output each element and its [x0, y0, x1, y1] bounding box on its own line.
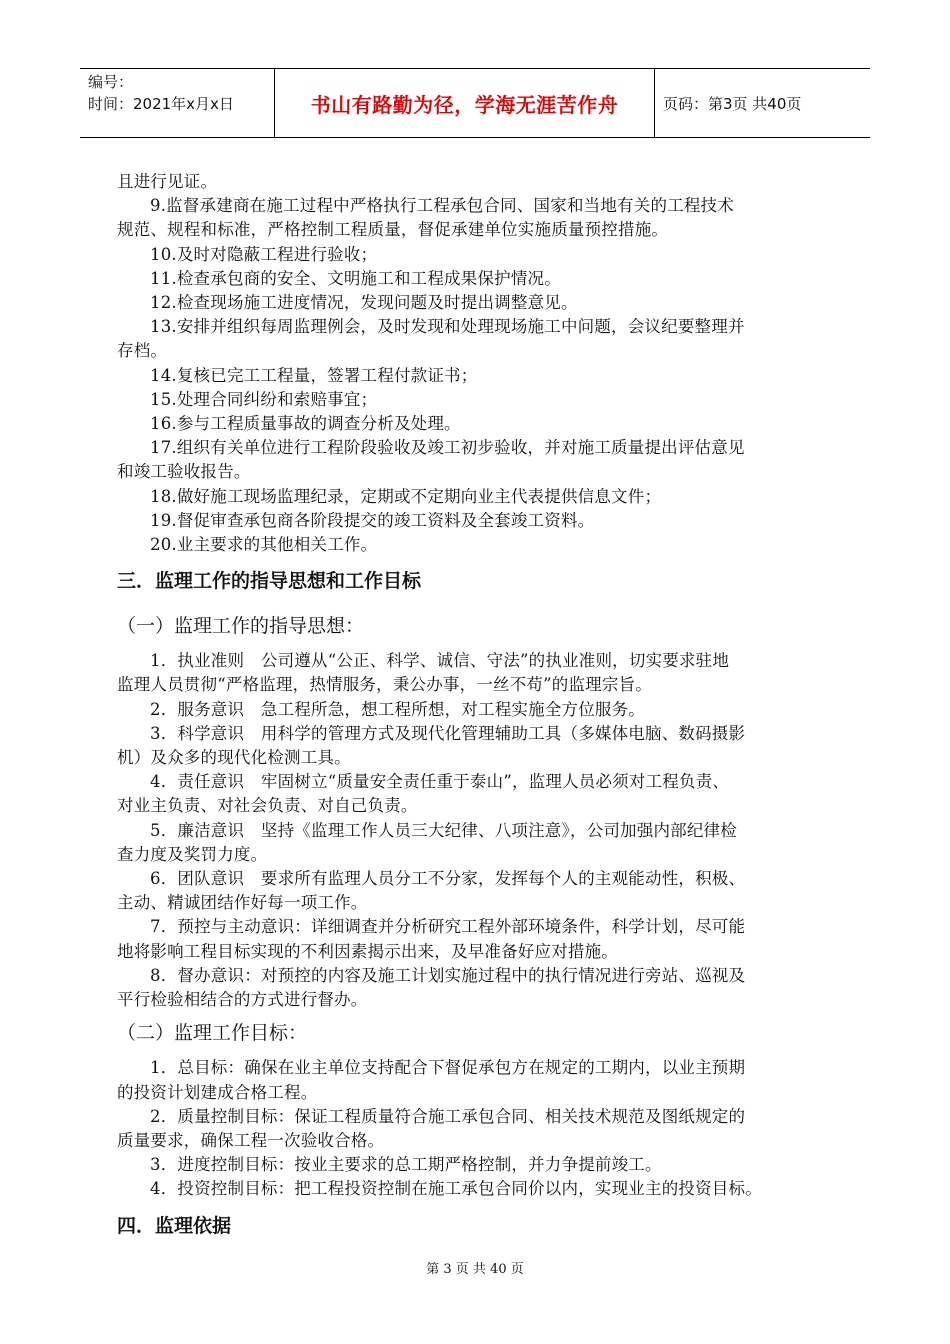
body-line: 5．廉洁意识 坚持《监理工作人员三大纪律、八项注意》，公司加强内部纪律检: [150, 820, 737, 840]
body-line: 地将影响工程目标实现的不利因素揭示出来，及早准备好应对措施。: [117, 941, 618, 961]
section-heading-4: 四．监理依据: [117, 1214, 232, 1237]
section-heading-3: 三．监理工作的指导思想和工作目标: [117, 570, 422, 593]
subsection-heading-1: （一）监理工作的指导思想：: [117, 615, 365, 638]
body-line: 7．预控与主动意识：详细调查并分析研究工程外部环境条件，科学计划，尽可能: [150, 917, 746, 937]
body-line: 18.做好施工现场监理纪录，定期或不定期向业主代表提供信息文件；: [150, 486, 662, 506]
body-line: 监理人员贯彻“严格监理，热情服务，秉公办事，一丝不苟”的监理宗旨。: [117, 675, 652, 695]
body-line: 15.处理合同纠纷和索赔事宜；: [150, 389, 378, 409]
body-line: 主动、精诚团结作好每一项工作。: [117, 893, 368, 913]
body-line: 12.检查现场施工进度情况，发现问题及时提出调整意见。: [150, 293, 578, 313]
body-line: 10.及时对隐蔽工程进行验收；: [150, 244, 378, 264]
body-line: 规范、规程和标准，严格控制工程质量，督促承建单位实施质量预控措施。: [117, 220, 669, 240]
header-motto: 书山有路勤为径，学海无涯苦作舟: [275, 69, 655, 137]
body-line: 17.组织有关单位进行工程阶段验收及竣工初步验收，并对施工质量提出评估意见: [150, 438, 745, 458]
body-line: 3．进度控制目标：按业主要求的总工期严格控制，并力争提前竣工。: [150, 1155, 662, 1175]
body-line: 2．质量控制目标：保证工程质量符合施工承包合同、相关技术规范及图纸规定的: [150, 1106, 746, 1126]
body-line: 对业主负责、对社会负责、对自己负责。: [117, 796, 418, 816]
body-line: 1．总目标：确保在业主单位支持配合下督促承包方在规定的工期内，以业主预期: [150, 1058, 746, 1078]
body-line: 机）及众多的现代化检测工具。: [117, 748, 351, 768]
body-line: 20.业主要求的其他相关工作。: [150, 535, 378, 555]
body-line: 和竣工验收报告。: [117, 462, 251, 482]
body-line: 8．督办意识：对预控的内容及施工计划实施过程中的执行情况进行旁站、巡视及: [150, 965, 746, 985]
body-line: 3．科学意识 用科学的管理方式及现代化管理辅助工具（多媒体电脑、数码摄影: [150, 723, 746, 743]
body-line: 平行检验相结合的方式进行督办。: [117, 990, 368, 1010]
body-line: 且进行见证。: [117, 172, 218, 191]
page-footer: 第 3 页 共 40 页: [426, 1262, 524, 1277]
body-line: 13.安排并组织每周监理例会，及时发现和处理现场施工中问题，会议纪要整理并: [150, 317, 745, 337]
body-line: 6．团队意识 要求所有监理人员分工不分家，发挥每个人的主观能动性，积极、: [150, 869, 746, 889]
body-line: 16.参与工程质量事故的调查分析及处理。: [150, 414, 461, 434]
body-line: 存档。: [117, 341, 168, 361]
body-line: 14.复核已完工工程量，签署工程付款证书；: [150, 365, 478, 385]
header-meta: [80, 69, 275, 137]
body-line: 质量要求，确保工程一次验收合格。: [117, 1130, 385, 1150]
body-line: 1．执业准则 公司遵从“公正、科学、诚信、守法”的执业准则，切实要求驻地: [150, 651, 730, 671]
body-line: 的投资计划建成合格工程。: [117, 1082, 318, 1102]
body-line: 查力度及奖罚力度。: [117, 844, 268, 864]
document-date: 时间：2021年x月x日: [88, 95, 234, 113]
body-line: 2．服务意识 急工程所急，想工程所想，对工程实施全方位服务。: [150, 699, 645, 719]
body-line: 9.监督承建商在施工过程中严格执行工程承包合同、国家和当地有关的工程技术: [150, 196, 734, 216]
body-line: 4．责任意识 牢固树立“质量安全责任重于泰山”，监理人员必须对工程负责、: [150, 772, 730, 792]
document-number: 编号：: [88, 73, 134, 91]
body-line: 19.督促审查承包商各阶段提交的竣工资料及全套竣工资料。: [150, 510, 595, 530]
subsection-heading-2: （二）监理工作目标：: [117, 1022, 308, 1045]
page-header: [80, 68, 870, 138]
document-body: [117, 170, 839, 1256]
body-line: 11.检查承包商的安全、文明施工和工程成果保护情况。: [150, 268, 561, 288]
header-page-info: 页码：第3页 共40页: [663, 94, 802, 113]
body-line: 4．投资控制目标：把工程投资控制在施工承包合同价以内，实现业主的投资目标。: [150, 1179, 762, 1199]
